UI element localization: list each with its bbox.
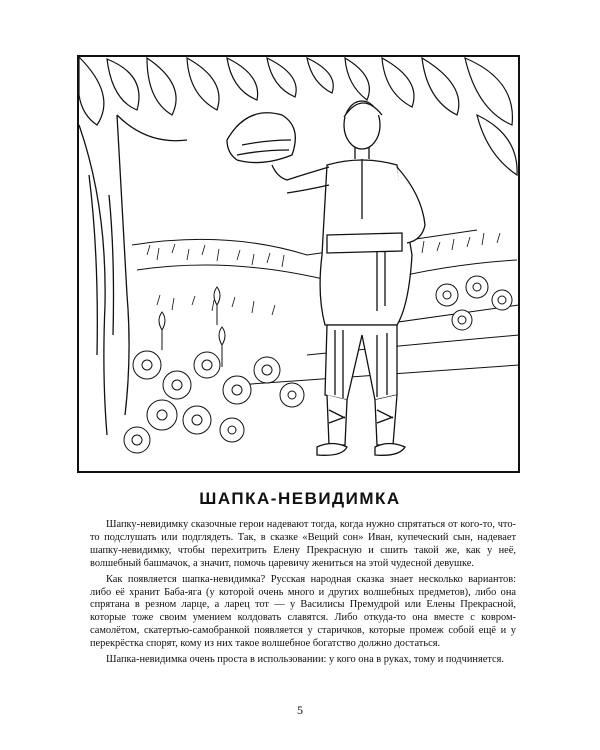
paragraph: Шапка-невидимка очень проста в использовании: у кого она в руках, тому и подчиняется. [106, 654, 504, 666]
body-text [90, 519, 516, 670]
page-number: 5 [297, 703, 303, 717]
page-title: ШАПКА-НЕВИДИМКА [199, 489, 401, 508]
paragraph: Шапку-невидимку сказочные герои надевают тогда, когда нужно спрятаться от кого-то, что-то подслушать или подглядеть. Так, в сказке «Вещий сон» Иван, купеческий сын, надевает шапку-невидимку, чтобы перехитрить Елену Прекрасную и сшить такой же, как у неё, волшебный башмачок, а значит, помочь царевичу жениться на этой чудесной девушке. [90, 519, 516, 569]
paragraph: Как появляется шапка-невидимка? Русская народная сказка знает несколько вариантов: либо её хранит Баба-яга (у которой очень много и других волшебных предметов), либо она спрятана в резном ларце, а ларец тот — у Василисы Премудрой или Елены Прекрасной, которые тоже своим умением колдовать славятся. Либо откуда-то она вместе с ковром-самолётом, скатертью-самобранкой появляется у старичков, которые промеж собой ещё и у перекрёстка спорят, кому из них такое волшебное богатство должно достаться. [90, 573, 516, 650]
illustration [77, 55, 520, 473]
illustration-frame [78, 56, 519, 472]
